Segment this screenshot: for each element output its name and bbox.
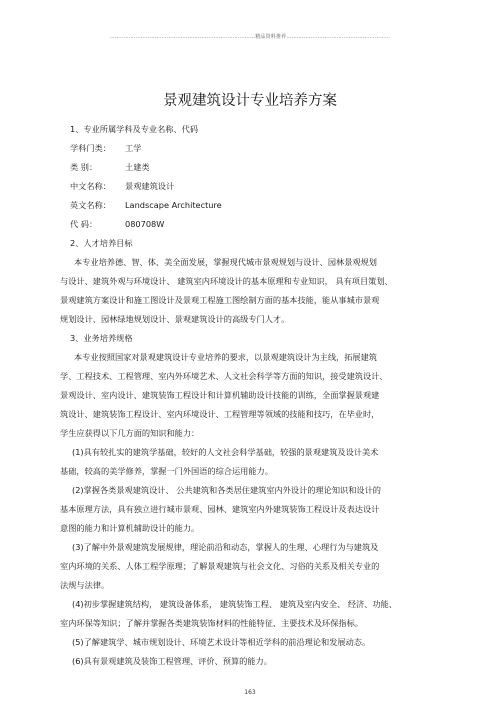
paragraph-line: 本专业按照国家对景观建筑设计专业培养的要求，以景观建筑设计为主线，拓展建筑 bbox=[74, 352, 377, 362]
section-2-heading: 2、人才培养目标 bbox=[70, 238, 133, 248]
field-value: 土建类 bbox=[125, 162, 150, 172]
field-chinese-name bbox=[60, 177, 455, 196]
list-item-3-continued: 法规与法律。 bbox=[60, 580, 110, 590]
list-item-3-continued: 室内环境的关系、人体工程学原理；了解景观建筑与社会文化、习俗的关系及相关专业的 bbox=[60, 561, 380, 571]
field-discipline bbox=[60, 139, 455, 158]
paragraph-line: 学、工程技术、工程管理、室内外环境艺术、人文社会科学等方面的知识，接受建筑设计、 bbox=[60, 371, 388, 381]
list-item-2: (2)掌握各类景观建筑设计、 公共建筑和各类居住建筑室内外设计的理论知识和设计的 bbox=[72, 485, 381, 495]
field-value: Landscape Architecture bbox=[125, 200, 222, 210]
list-item-4: (4)初步掌握建筑结构， 建筑设备体系， 建筑装饰工程、 建筑及室内安全、 经济、功能、 bbox=[72, 599, 397, 609]
field-label: 类 别： bbox=[70, 162, 98, 172]
list-item-4-continued: 室内环保等知识；了解并掌握各类建筑装饰材料的性能特征、主要技术及环保指标。 bbox=[60, 618, 363, 628]
document-title: 景观建筑设计专业培养方案 bbox=[163, 93, 337, 109]
list-item-6: (6)具有景观建筑及装饰工程管理、评价、预算的能力。 bbox=[72, 656, 272, 666]
paragraph-line: 筑设计、建筑装饰工程设计、室内环境设计、工程管理等领域的技能和技巧，在毕业时， bbox=[60, 409, 380, 419]
page-number: 163 bbox=[244, 689, 256, 696]
field-code bbox=[60, 215, 455, 234]
field-english-name bbox=[60, 196, 455, 215]
list-item-2-continued: 意图的能力和计算机辅助设计的能力。 bbox=[60, 523, 200, 533]
document-body bbox=[60, 120, 455, 671]
field-label: 代 码： bbox=[70, 219, 98, 229]
paragraph-line: 规划设计、园林绿地规划设计、景观建筑设计的高级专门人才。 bbox=[60, 314, 290, 324]
list-item-3: (3)了解中外景观建筑发展规律，理论前沿和动态，掌握人的生理、心理行为与建筑及 bbox=[72, 542, 379, 552]
field-label: 中文名称： bbox=[70, 181, 111, 191]
paragraph-line: 景观建筑方案设计和施工图设计及景观工程施工图绘制方面的基本技能，能从事城市景观 bbox=[60, 295, 380, 305]
list-item-1-continued: 基础，较高的美学修养，掌握一门外国语的综合运用能力。 bbox=[60, 466, 273, 476]
list-item-1: (1)具有较扎实的建筑学基础，较好的人文社会科学基础，较强的景观建筑及设计美术 bbox=[72, 447, 379, 457]
paragraph-line: 景观设计、室内设计、建筑装饰工程设计和计算机辅助设计技能的训练，全面掌握景观建 bbox=[60, 390, 380, 400]
page-header: …………………………………………………………………………精品资料推荐…………………………………………………… bbox=[109, 34, 391, 40]
field-value: 景观建筑设计 bbox=[125, 181, 175, 191]
field-value: 080708W bbox=[125, 219, 165, 229]
section-3-heading: 3、业务培养规格 bbox=[70, 333, 133, 343]
field-label: 英文名称： bbox=[70, 200, 111, 210]
field-value: 工学 bbox=[125, 143, 142, 153]
section-1-heading: 1、专业所属学科及专业名称、代码 bbox=[70, 124, 199, 134]
field-label: 学科门类： bbox=[70, 143, 111, 153]
paragraph-line: 本专业培养德、智、体、美全面发展，掌握现代城市景观规划与设计、园林景观规划 bbox=[74, 257, 377, 267]
list-item-2-continued: 基本原理方法，具有独立进行城市景观、园林、建筑室内外建筑装饰工程设计及表达设计 bbox=[60, 504, 380, 514]
paragraph-line: 学生应获得以下几方面的知识和能力： bbox=[60, 428, 200, 438]
list-item-5: (5)了解建筑学、城市规划设计、环境艺术设计等相近学科的前沿理论和发展动态。 bbox=[72, 637, 371, 647]
field-category bbox=[60, 158, 455, 177]
paragraph-line: 与设计、建筑外观与环境设计、 建筑室内环境设计的基本原理和专业知识， 具有项目策划、 bbox=[60, 276, 393, 286]
